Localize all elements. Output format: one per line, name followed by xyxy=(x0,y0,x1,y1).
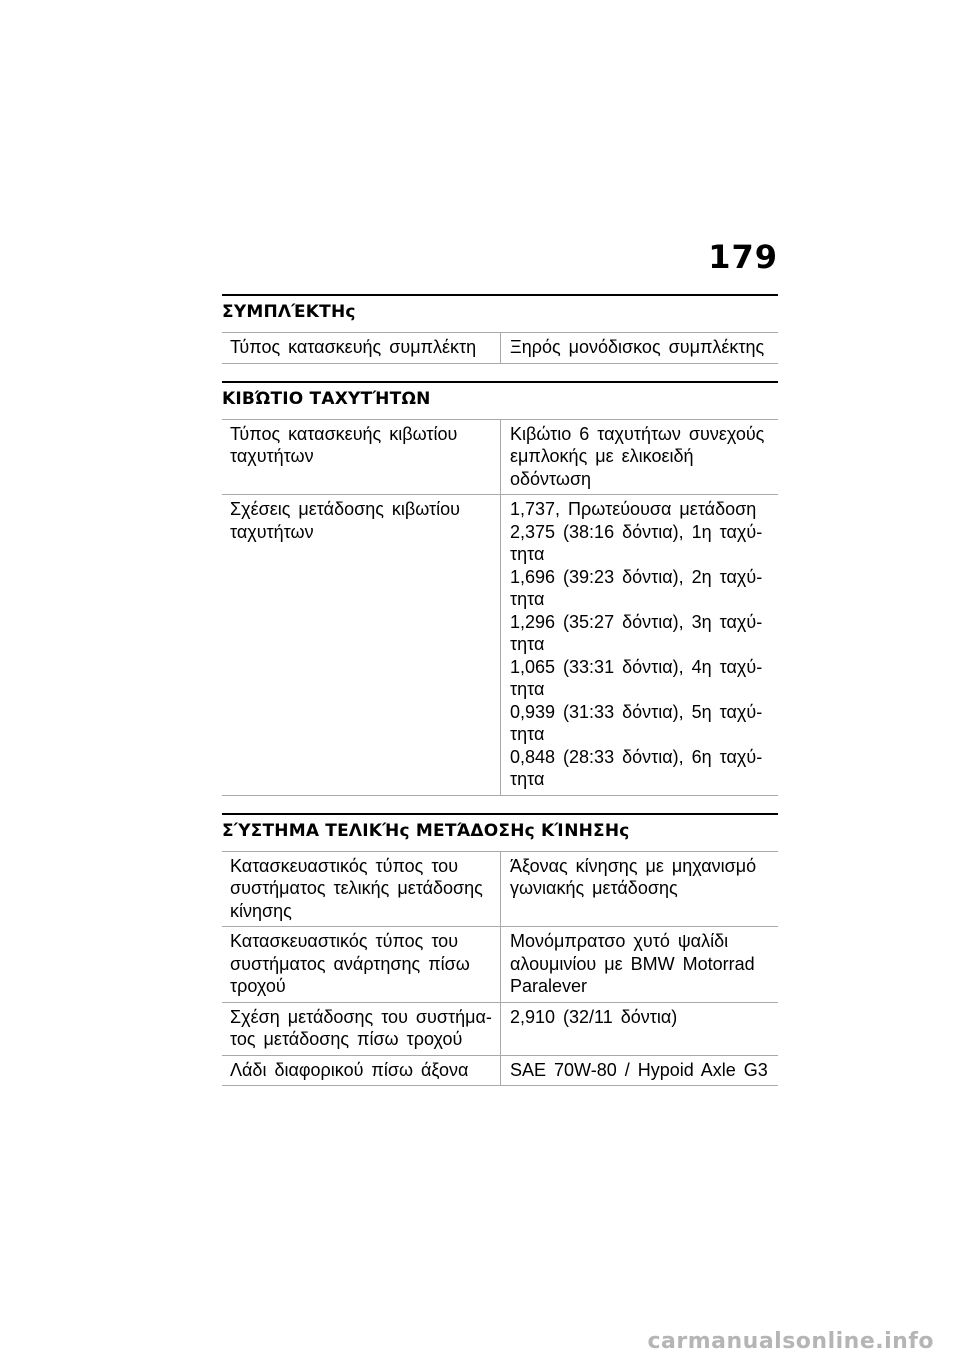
page-number: 179 xyxy=(708,238,778,276)
value-line: 1,065 (33:31 δόντια), 4η ταχύ- xyxy=(510,656,763,677)
spec-table xyxy=(222,332,778,364)
row-value xyxy=(501,1002,779,1055)
value-line: 1,296 (35:27 δόντια), 3η ταχύ- xyxy=(510,611,763,632)
section-clutch xyxy=(222,294,778,364)
row-label xyxy=(222,495,501,796)
section-title: ΚΙΒΏΤΙΟ ΤΑΧΥΤΉΤΩΝ xyxy=(222,381,778,419)
spec-table xyxy=(222,851,778,1087)
section-title: ΣΎΣΤΗΜΑ ΤΕΛΙΚΉς ΜΕΤΆΔΟΣΗς ΚΊΝΗΣΗς xyxy=(222,813,778,851)
section-final-drive xyxy=(222,813,778,1087)
value-line: τητα xyxy=(510,589,545,609)
label-line: Τύπος κατασκευής συμπλέκτη xyxy=(230,337,477,357)
table-row xyxy=(222,851,778,927)
label-line: τροχού xyxy=(230,976,286,996)
label-line: ταχυτήτων xyxy=(230,521,314,542)
row-label xyxy=(222,927,501,1003)
label-line: Σχέση μετάδοσης του συστήμα- xyxy=(230,1006,492,1027)
label-line: ταχυτήτων xyxy=(230,446,314,466)
label-line: συστήματος ανάρτησης πίσω xyxy=(230,953,470,974)
row-value xyxy=(501,927,779,1003)
value-line: τητα xyxy=(510,544,545,564)
label-line: τος μετάδοσης πίσω τροχού xyxy=(230,1029,463,1049)
value-line: 1,696 (39:23 δόντια), 2η ταχύ- xyxy=(510,566,763,587)
label-line: Λάδι διαφορικού πίσω άξονα xyxy=(230,1059,469,1080)
row-label xyxy=(222,419,501,495)
watermark: carmanualsonline.info xyxy=(647,1329,934,1354)
label-line: κίνησης xyxy=(230,900,292,921)
value-line: Κιβώτιο 6 ταχυτήτων συνεχούς xyxy=(510,423,765,444)
table-row xyxy=(222,333,778,364)
value-line: SAE 70W-80 / Hypoid Axle G3 xyxy=(510,1059,768,1080)
row-label xyxy=(222,851,501,927)
label-line: συστήματος τελικής μετάδοσης xyxy=(230,878,483,898)
value-line: γωνιακής μετάδοσης xyxy=(510,878,678,898)
row-label xyxy=(222,1002,501,1055)
value-line: Μονόμπρατσο χυτό ψαλίδι xyxy=(510,931,729,951)
value-line: τητα xyxy=(510,724,545,744)
value-line: 1,737, Πρωτεύουσα μετάδοση xyxy=(510,499,757,519)
table-row xyxy=(222,495,778,796)
row-value xyxy=(501,851,779,927)
row-value xyxy=(501,333,779,364)
value-line: Άξονας κίνησης με μηχανισμό xyxy=(510,855,757,876)
section-gearbox xyxy=(222,381,778,796)
value-line: 0,939 (31:33 δόντια), 5η ταχύ- xyxy=(510,701,763,722)
row-value xyxy=(501,495,779,796)
spec-content xyxy=(222,294,778,1103)
value-line: αλουμινίου με BMW Motorrad xyxy=(510,953,755,974)
value-line: τητα xyxy=(510,679,545,699)
spec-table xyxy=(222,419,778,796)
row-value xyxy=(501,419,779,495)
label-line: Κατασκευαστικός τύπος του xyxy=(230,931,459,951)
label-line: Κατασκευαστικός τύπος του xyxy=(230,855,459,876)
section-title: ΣΥΜΠΛΈΚΤΗς xyxy=(222,294,778,332)
label-line: Τύπος κατασκευής κιβωτίου xyxy=(230,423,458,444)
value-line: 0,848 (28:33 δόντια), 6η ταχύ- xyxy=(510,746,763,767)
row-value xyxy=(501,1055,779,1086)
value-line: 2,910 (32/11 δόντια) xyxy=(510,1006,678,1027)
value-line: Ξηρός μονόδισκος συμπλέκτης xyxy=(510,337,765,357)
value-line: τητα xyxy=(510,769,545,789)
table-row xyxy=(222,927,778,1003)
value-line: Paralever xyxy=(510,976,588,996)
value-line: τητα xyxy=(510,634,545,654)
label-line: Σχέσεις μετάδοσης κιβωτίου xyxy=(230,499,461,519)
value-line: οδόντωση xyxy=(510,468,592,489)
row-label xyxy=(222,333,501,364)
value-line: 2,375 (38:16 δόντια), 1η ταχύ- xyxy=(510,521,763,542)
table-row xyxy=(222,419,778,495)
row-label xyxy=(222,1055,501,1086)
table-row xyxy=(222,1055,778,1086)
value-line: εμπλοκής με ελικοειδή xyxy=(510,446,694,466)
table-row xyxy=(222,1002,778,1055)
